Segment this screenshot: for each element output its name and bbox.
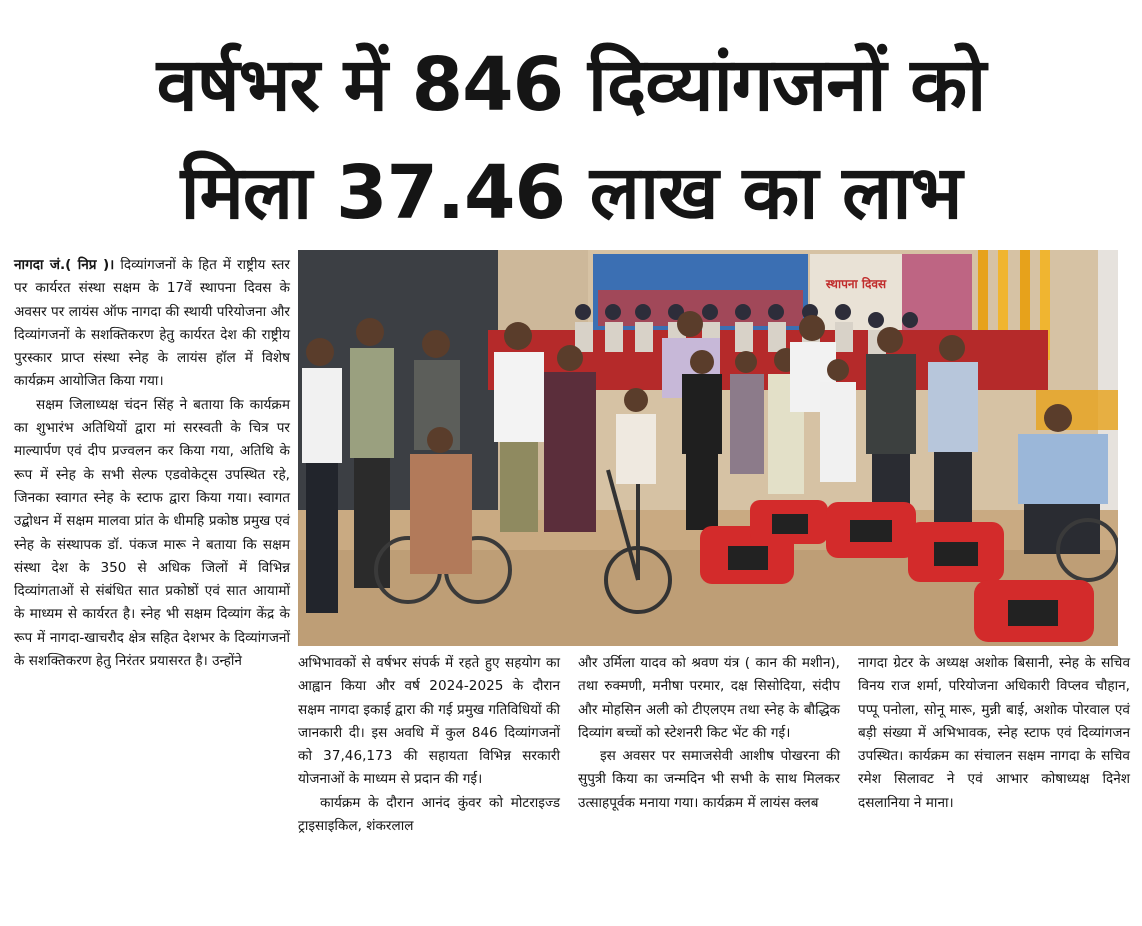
article-paragraph: और उर्मिला यादव को श्रवण यंत्र ( कान की मशीन), तथा रुक्मणी, मनीषा परमार, दक्ष सिसोदिया, संदीप और मोहसिन अली को टीएलएम तथा स्नेह के बौद्धिक दिव्यांग बच्चों को स्टेशनरी किट भेंट की गई। — [578, 655, 840, 741]
article-column-1 — [14, 254, 290, 914]
dateline: नागदा जं.( निप्र )। — [14, 257, 115, 273]
article-column-3 — [578, 652, 840, 914]
headline-line-1: वर्षभर में 846 दिव्यांगजनों को — [156, 42, 986, 128]
event-photo-illustration — [298, 250, 1118, 646]
article-paragraph: अभिभावकों से वर्षभर संपर्क में रहते हुए सहयोग का आह्वान किया और वर्ष 2024-2025 के दौरान सक्षम नागदा इकाई द्वारा की गई प्रमुख गतिविधियों की जानकारी दी। इस अवधि में कुल 846 दिव्यांगजनों को 37,46,173 की सहायता विभिन्न सरकारी योजनाओं के माध्यम से प्रदान की गई। — [298, 655, 560, 788]
event-photo — [298, 250, 1118, 646]
paragraph-text: दिव्यांगजनों के हित में राष्ट्रीय स्तर पर कार्यरत संस्था सक्षम के 17वें स्थापना दिवस के अवसर पर लायंस ऑफ नागदा की स्थायी परियोजना और दिव्यांगजनों के सशक्तिकरण हेतु कार्यरत देश की राष्ट्रीय पुरस्कार प्राप्त संस्था स्नेह के लायंस हॉल में विशेष कार्यक्रम आयोजित किया गया। — [14, 257, 290, 390]
article-paragraph: नागदा ग्रेटर के अध्यक्ष अशोक बिसानी, स्नेह के सचिव विनय राज शर्मा, परियोजना अधिकारी विप्लव चौहान, पप्पू पनोला, सोनू मारू, मुन्नी बाई, अशोक पोरवाल एवं बड़ी संख्या में अभिभावक, स्नेह स्टाफ एवं दिव्यांगजन उपस्थित। कार्यक्रम का संचालन सक्षम नागदा के सचिव रमेश सिलावट ने एवं आभार कोषाध्यक्ष दिनेश दसलानिया ने माना। — [858, 655, 1130, 811]
article-column-2 — [298, 652, 560, 914]
article-paragraph: इस अवसर पर समाजसेवी आशीष पोखरना की सुपुत्री किया का जन्मदिन भी सभी के साथ मिलकर उत्साहपूर्वक मनाया गया। कार्यक्रम में लायंस क्लब — [578, 748, 840, 811]
headline-line-2: मिला 37.46 लाख का लाभ — [180, 150, 962, 236]
article-paragraph: सक्षम जिलाध्यक्ष चंदन सिंह ने बताया कि कार्यक्रम का शुभारंभ अतिथियों द्वारा मां सरस्वती के चित्र पर माल्यार्पण एवं दीप प्रज्वलन कर किया गया, अतिथि के रूप में स्नेह के सभी सेल्फ एडवोकेट्स उपस्थित रहे, जिनका स्वागत स्नेह के स्टाफ द्वारा किया गया। स्वागत उद्बोधन में सक्षम मालवा प्रांत के धीमहि प्रकोष्ठ प्रमुख एवं स्नेह के संस्थापक डॉ. पंकज मारू ने बताया कि सक्षम संस्था देश के 350 से अधिक जिलों में विभिन्न दिव्यांगताओं से संबंधित सात प्रकोष्ठों एवं सात आयामों के माध्यम से कार्यरत है। स्नेह भी सक्षम दिव्यांग केंद्र के रूप में नागदा-खाचरौद क्षेत्र सहित देशभर के दिव्यांगजनों के सशक्तिकरण हेतु निरंतर प्रयासरत है। उन्होंने — [14, 396, 290, 670]
article-paragraph — [14, 254, 290, 394]
article-paragraph: कार्यक्रम के दौरान आनंद कुंवर को मोटराइज्ड ट्राइसाइकिल, शंकरलाल — [298, 794, 560, 835]
banner-text: स्थापना दिवस — [825, 277, 887, 291]
newspaper-page-edge — [0, 0, 1142, 10]
article-column-4 — [858, 652, 1130, 914]
